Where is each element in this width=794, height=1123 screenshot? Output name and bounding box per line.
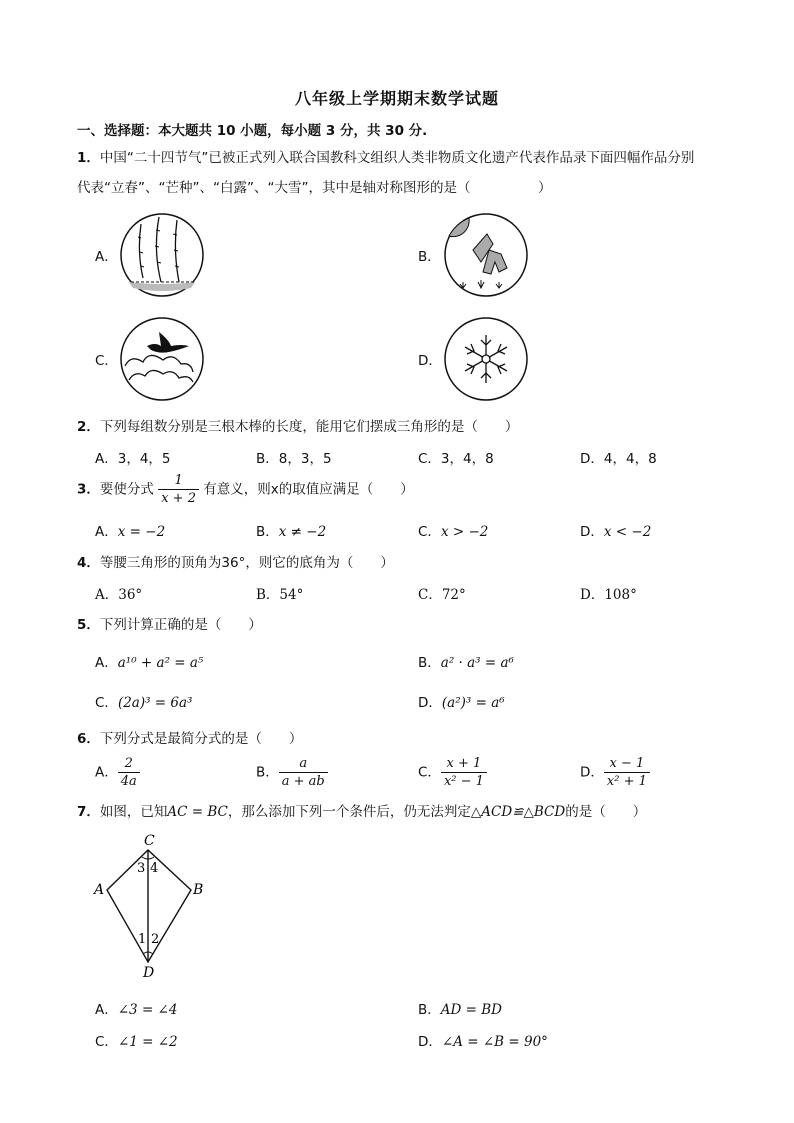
- option-c: C．72°: [418, 587, 466, 603]
- fraction-numerator: a: [299, 756, 308, 771]
- option-label: D．: [418, 1034, 442, 1050]
- option-a: [95, 998, 177, 1018]
- option-b: [418, 998, 502, 1018]
- condition: AC = BC: [167, 804, 228, 820]
- option-b: [418, 651, 514, 671]
- option-label: A．: [95, 249, 118, 265]
- question-number: 2．: [77, 419, 100, 435]
- option-math: AD = BD: [440, 1002, 502, 1018]
- option-label: D．: [418, 353, 442, 369]
- option-label: A．: [95, 764, 118, 781]
- question-text: 中国“二十四节气”已被正式列入联合国教科文组织人类非物质文化遗产代表作品录下面四幅作品分别: [99, 150, 695, 166]
- fraction-numerator: 2: [124, 756, 133, 771]
- fraction-denominator: 4a: [118, 772, 140, 790]
- option-label: A．: [95, 655, 118, 671]
- option-c: [95, 1030, 178, 1050]
- question-text: 下列分式是最简分式的是（ ）: [99, 731, 303, 747]
- option-math: ∠3 = ∠4: [117, 1002, 178, 1018]
- option-label: C．: [95, 1034, 118, 1050]
- question-number: 5．: [77, 617, 100, 633]
- kite-diagram: [90, 830, 210, 980]
- option-c: [418, 520, 488, 540]
- option-label: A．: [95, 1002, 118, 1018]
- question-7: [77, 800, 646, 820]
- option-math: (2a)³ = 6a³: [117, 695, 193, 711]
- question-number: 3．: [77, 481, 100, 498]
- question-number: 4．: [77, 555, 100, 571]
- option-label: B．: [418, 655, 441, 671]
- section-heading: 一、选择题：本大题共 10 小题，每小题 3 分，共 30 分.: [77, 123, 428, 139]
- fraction-denominator: x² + 1: [604, 772, 650, 790]
- option-math: ∠1 = ∠2: [117, 1034, 178, 1050]
- question-number: 7．: [77, 804, 100, 820]
- angle-1-label: 1: [138, 932, 147, 947]
- question-number: 6．: [77, 731, 100, 747]
- moon-field-icon: [443, 212, 529, 298]
- page-title: 八年级上学期期末数学试题: [294, 89, 499, 108]
- question-text: 下列计算正确的是（ ）: [99, 617, 262, 633]
- option-math: x < −2: [603, 524, 652, 540]
- option-label: D．: [418, 695, 442, 711]
- option-a: [95, 651, 203, 671]
- label-d: D: [143, 965, 155, 980]
- option-c: [95, 691, 192, 711]
- option-label: C．: [418, 524, 441, 540]
- fraction-numerator: 1: [174, 473, 183, 488]
- kite-outline: [107, 850, 191, 962]
- option-math: a¹⁰ + a² = a⁵: [117, 655, 204, 671]
- option-math: (a²)³ = a⁶: [441, 695, 505, 711]
- question-text: 有意义，则x的取值应满足（ ）: [203, 481, 414, 498]
- question-text: 的是（ ）: [565, 804, 647, 820]
- fraction-numerator: x + 1: [446, 756, 482, 771]
- option-label: D．: [580, 524, 604, 540]
- option-a: [95, 755, 140, 790]
- option-label: C．: [418, 764, 441, 781]
- question-5: [77, 613, 262, 633]
- fraction: [441, 755, 487, 790]
- question-6: [77, 727, 302, 747]
- option-label: B．: [418, 1002, 441, 1018]
- fraction: [158, 472, 199, 507]
- option-label: D．: [580, 764, 604, 781]
- option-c: C．3，4，8: [418, 451, 494, 467]
- option-d: [580, 755, 650, 790]
- option-a: [95, 520, 165, 540]
- option-b: B．54°: [256, 587, 304, 603]
- question-number: 1．: [77, 150, 100, 166]
- option-b: B．8，3，5: [256, 451, 332, 467]
- question-4: [77, 551, 394, 571]
- fraction-denominator: x + 2: [158, 489, 199, 507]
- label-a: A: [94, 882, 105, 898]
- option-label: B．: [418, 249, 441, 265]
- option-label: C．: [95, 695, 118, 711]
- option-label: C．: [95, 353, 118, 369]
- question-3: [77, 472, 414, 507]
- option-math: x = −2: [117, 524, 166, 540]
- question-text: ，那么添加下列一个条件后，仍无法判定: [227, 804, 471, 820]
- question-text: 下列每组数分别是三根木棒的长度，能用它们摆成三角形的是（ ）: [99, 419, 519, 435]
- question-text: 要使分式: [99, 481, 154, 498]
- fraction: [118, 755, 140, 790]
- option-label: A．: [95, 524, 118, 540]
- fraction-numerator: x − 1: [609, 756, 645, 771]
- angle-3-label: 3: [137, 861, 146, 876]
- fraction-denominator: x² − 1: [441, 772, 487, 790]
- option-b: [256, 755, 328, 790]
- fraction: [279, 755, 328, 790]
- question-text: 等腰三角形的顶角为36°，则它的底角为（ ）: [99, 555, 394, 571]
- option-math: ∠A = ∠B = 90°: [441, 1034, 548, 1050]
- rain-willow-icon: [119, 212, 205, 298]
- option-math: x > −2: [440, 524, 489, 540]
- angle-2-label: 2: [151, 932, 160, 947]
- option-math: x ≠ −2: [278, 524, 327, 540]
- option-a: A．3，4，5: [95, 451, 171, 467]
- question-1-line2: 代表“立春”、“芒种”、“白露”、“大雪”，其中是轴对称图形的是（ ）: [77, 180, 552, 196]
- option-d: D．108°: [580, 587, 637, 603]
- congruence: △ACD≌△BCD: [470, 804, 566, 820]
- option-d: [418, 1030, 548, 1050]
- snowflake-icon: [443, 316, 529, 402]
- question-2: [77, 415, 518, 435]
- bird-cloud-icon: [119, 316, 205, 402]
- question-text: 如图，已知: [99, 804, 168, 820]
- fraction: [604, 755, 650, 790]
- option-b: [256, 520, 326, 540]
- option-label: B．: [256, 764, 279, 781]
- angle-4-label: 4: [150, 861, 159, 876]
- option-c: [418, 755, 487, 790]
- option-a: A．36°: [95, 587, 143, 603]
- option-d: [418, 691, 505, 711]
- option-d: D．4，4，8: [580, 451, 657, 467]
- question-1-line1: [77, 146, 694, 166]
- option-label: B．: [256, 524, 279, 540]
- option-math: a² · a³ = a⁶: [440, 655, 514, 671]
- option-d: [580, 520, 651, 540]
- label-c: C: [144, 833, 155, 849]
- label-b: B: [193, 882, 204, 898]
- fraction-denominator: a + ab: [279, 772, 328, 790]
